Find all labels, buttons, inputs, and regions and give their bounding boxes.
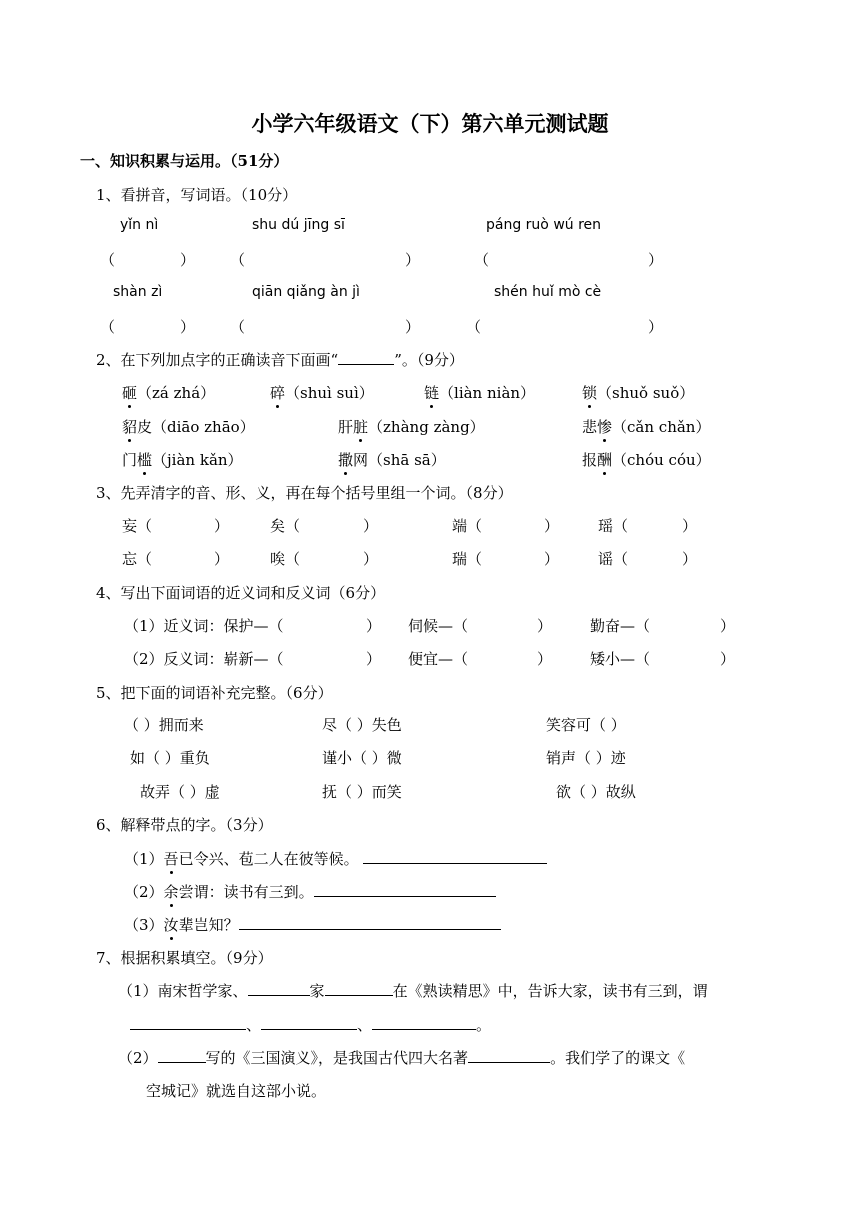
word-item: ）	[363, 517, 379, 535]
page-title: 小学六年级语文（下）第六单元测试题	[251, 111, 609, 136]
explain-item: （1）吾已令兴、苞二人在彼等候。	[124, 848, 547, 869]
answer-paren-close: ）	[180, 251, 196, 269]
pinyin-2: shu dú jīng sī	[252, 217, 345, 233]
word-item: ）	[544, 517, 560, 535]
antonym-item: 矮小—（	[590, 650, 651, 668]
question-4-heading: 4、写出下面词语的近义词和反义词（6分）	[96, 584, 386, 602]
answer-paren-close: ）	[180, 318, 196, 336]
pinyin-3: páng ruò wú ren	[486, 217, 602, 233]
answer-paren-open: （	[100, 251, 116, 269]
word-item: 瑶（	[598, 517, 629, 535]
word-item: 谣（	[598, 550, 629, 568]
idiom-item: 谨小（ ）微	[322, 749, 402, 767]
question-3-heading: 3、先弄清字的音、形、义，再在每个括号里组一个词。（8分）	[96, 484, 513, 502]
fill-item-1-cont: 、 、 。	[130, 1014, 491, 1035]
antonym-item: ）	[366, 650, 382, 668]
reading-item: 碎（shuì suì）	[270, 384, 374, 402]
synonym-item: （1）近义词：保护—（	[124, 617, 284, 635]
synonym-item: ）	[366, 617, 382, 635]
word-item: 唉（	[270, 550, 301, 568]
answer-paren-close: ）	[405, 318, 421, 336]
antonym-item: ）	[720, 650, 736, 668]
idiom-item: （ ）拥而来	[124, 716, 204, 734]
idiom-item: 故弄（ ）虚	[140, 783, 220, 801]
answer-paren-open: （	[100, 318, 116, 336]
answer-paren-close: ）	[648, 251, 664, 269]
answer-blank[interactable]	[468, 1047, 550, 1063]
synonym-item: ）	[720, 617, 736, 635]
answer-paren-close: ）	[405, 251, 421, 269]
pinyin-5: qiān qiǎng àn jì	[252, 284, 360, 300]
synonym-item: 勤奋—（	[590, 617, 651, 635]
word-item: 端（	[452, 517, 483, 535]
question-5-heading: 5、把下面的词语补充完整。（6分）	[96, 684, 333, 702]
word-item: ）	[214, 517, 230, 535]
synonym-item: ）	[537, 617, 553, 635]
reading-item: 撒网（shā sā）	[338, 451, 446, 469]
word-item: ）	[214, 550, 230, 568]
reading-item: 肝脏（zhàng zàng）	[338, 418, 485, 436]
word-item: 瑞（	[452, 550, 483, 568]
answer-paren-open: （	[474, 251, 490, 269]
answer-blank[interactable]	[338, 349, 394, 365]
answer-blank[interactable]	[239, 914, 501, 930]
explain-item: （3）汝辈岂知？	[124, 914, 501, 935]
word-item: 妄（	[122, 517, 153, 535]
reading-item: 门槛（jiàn kǎn）	[122, 451, 243, 469]
question-2-heading: 2、在下列加点字的正确读音下面画“ ”。（9分）	[96, 351, 464, 369]
reading-item: 砸（zá zhá）	[122, 384, 216, 402]
fill-item-2-cont: 空城记》就选自这部小说。	[146, 1082, 327, 1100]
antonym-item: （2）反义词：崭新—（	[124, 650, 284, 668]
word-item: ）	[544, 550, 560, 568]
question-7-heading: 7、根据积累填空。（9分）	[96, 949, 273, 967]
fill-item-2: （2） 写的《三国演义》，是我国古代四大名著 。我们学了的课文《	[118, 1049, 686, 1067]
pinyin-4: shàn zì	[113, 284, 163, 300]
answer-paren-open: （	[230, 251, 246, 269]
answer-paren-open: （	[230, 318, 246, 336]
answer-paren-close: ）	[648, 318, 664, 336]
idiom-item: 如（ ）重负	[130, 749, 210, 767]
antonym-item: ）	[537, 650, 553, 668]
question-1-heading: 1、看拼音，写词语。（10分）	[96, 186, 298, 204]
word-item: 矣（	[270, 517, 301, 535]
answer-blank[interactable]	[158, 1047, 206, 1063]
idiom-item: 销声（ ）迹	[546, 749, 626, 767]
answer-blank[interactable]	[372, 1014, 476, 1030]
answer-blank[interactable]	[130, 1014, 246, 1030]
reading-item: 貂皮（diāo zhāo）	[122, 418, 255, 436]
answer-blank[interactable]	[325, 980, 393, 996]
answer-paren-open: （	[466, 318, 482, 336]
reading-item: 悲惨（cǎn chǎn）	[582, 418, 711, 436]
section-heading: 一、知识积累与运用。（51分）	[80, 152, 289, 170]
explain-item: （2）余尝谓：读书有三到。	[124, 881, 496, 902]
reading-item: 报酬（chóu cóu）	[582, 451, 711, 469]
reading-item: 链（liàn niàn）	[424, 384, 536, 402]
pinyin-1: yǐn nì	[120, 217, 159, 233]
answer-blank[interactable]	[261, 1014, 357, 1030]
idiom-item: 欲（ ）故纵	[556, 783, 636, 801]
idiom-item: 笑容可（ ）	[546, 716, 626, 734]
idiom-item: 抚（ ）而笑	[322, 783, 402, 801]
synonym-item: 伺候—（	[408, 617, 469, 635]
word-item: ）	[682, 517, 698, 535]
word-item: 忘（	[122, 550, 153, 568]
fill-item-1: （1）南宋哲学家、 家 在《熟读精思》中，告诉大家，读书有三到，谓	[118, 982, 708, 1000]
idiom-item: 尽（ ）失色	[322, 716, 402, 734]
antonym-item: 便宜—（	[408, 650, 469, 668]
word-item: ）	[363, 550, 379, 568]
answer-blank[interactable]	[248, 980, 310, 996]
pinyin-6: shén huǐ mò cè	[494, 284, 602, 300]
reading-item: 锁（shuǒ suǒ）	[582, 384, 695, 402]
word-item: ）	[682, 550, 698, 568]
question-6-heading: 6、解释带点的字。（3分）	[96, 816, 273, 834]
answer-blank[interactable]	[363, 848, 547, 864]
answer-blank[interactable]	[314, 881, 496, 897]
